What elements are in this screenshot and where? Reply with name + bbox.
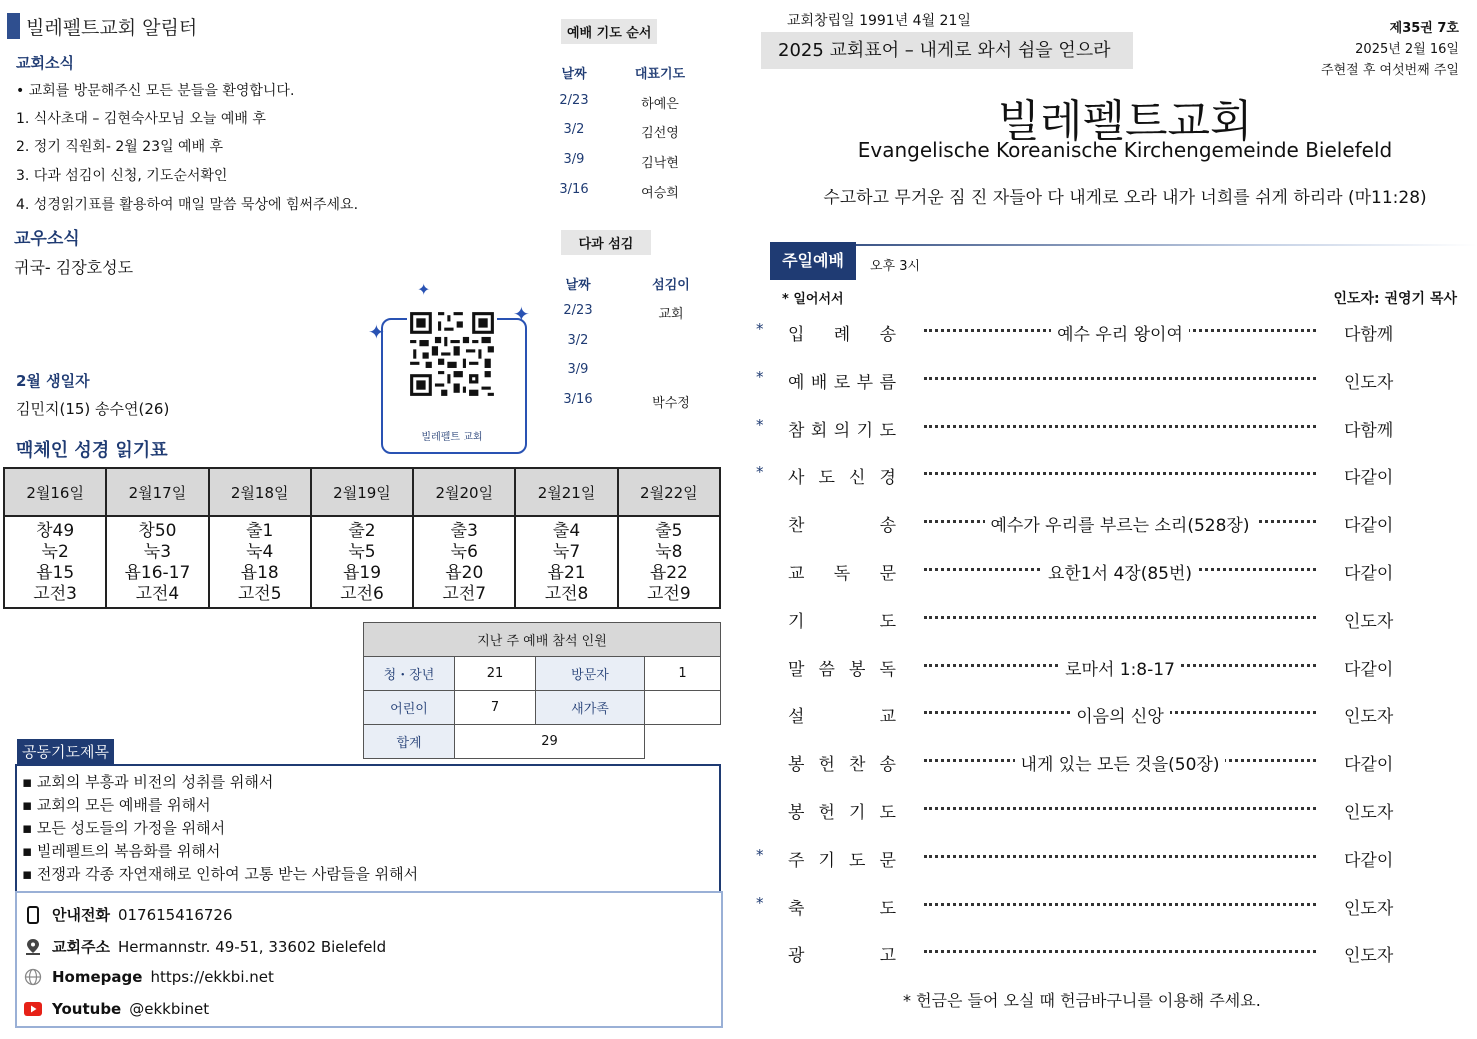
- order-item-participant: 인도자: [1344, 611, 1394, 632]
- attendance-table: [363, 622, 721, 759]
- qr-label: 빌레펠트 교회: [421, 432, 483, 443]
- theme-verse: 수고하고 무거운 짐 진 자들아 다 내게로 오라 내가 너희를 쉬게 하리라 (마11:28): [823, 188, 1427, 208]
- standing-marker: *: [756, 367, 764, 386]
- homepage-link[interactable]: https://ekkbi.net: [150, 968, 274, 986]
- standing-marker: *: [756, 893, 764, 912]
- sparkle-icon: ✦: [417, 280, 431, 299]
- order-row: [752, 320, 1452, 344]
- birthday-heading: 2월 생일자: [16, 372, 90, 390]
- children-count: 7: [455, 691, 536, 725]
- members-news-text: 귀국- 김장호성도: [14, 258, 134, 277]
- news-item: 1. 식사초대 – 김현숙사모님 오늘 예배 후: [16, 111, 266, 127]
- service-time: 오후 3시: [870, 259, 921, 274]
- leader-dots: [924, 855, 1316, 858]
- qr-code[interactable]: [407, 309, 497, 399]
- order-item-name: 기 도: [788, 611, 896, 632]
- reading-plan-heading: 맥체인 성경 읽기표: [16, 440, 168, 461]
- order-item-participant: 인도자: [1344, 946, 1394, 967]
- reading-header-row: [4, 468, 720, 516]
- reading-day-header: 2월20일: [413, 468, 515, 516]
- snack-roster-date: 2/23: [563, 303, 593, 318]
- order-row: [752, 702, 1452, 726]
- order-row: [752, 655, 1452, 679]
- snack-roster-name-header: 섬김이: [652, 278, 690, 293]
- reading-cell: 출2 눅5 욥19 고전6: [311, 516, 413, 608]
- order-item-detail: 예수 우리 왕이여: [924, 320, 1316, 345]
- prayer-item: ▪ 교회의 부흥과 비전의 성취를 위해서: [22, 773, 274, 791]
- order-item-participant: 인도자: [1344, 707, 1394, 728]
- prayer-roster-date: 3/9: [563, 152, 585, 167]
- order-row: [752, 368, 1452, 392]
- youtube-icon: [24, 1000, 42, 1018]
- order-item-detail: 예수가 우리를 부르는 소리(528장): [924, 511, 1316, 536]
- service-tag: 주일예배: [770, 242, 856, 280]
- location-pin-icon: [24, 938, 42, 956]
- order-item-participant: 다같이: [1344, 850, 1394, 871]
- snack-roster-date-header: 날짜: [565, 278, 591, 293]
- order-item-participant: 다같이: [1344, 468, 1394, 489]
- news-item: 3. 다과 섬김이 신청, 기도순서확인: [16, 168, 228, 184]
- reading-day-header: 2월19일: [311, 468, 413, 516]
- visitor-label: 방문자: [536, 657, 645, 691]
- reading-plan-table: [3, 467, 721, 609]
- youtube-handle[interactable]: @ekkbinet: [129, 1000, 210, 1018]
- news-item: • 교회를 방문해주신 모든 분들을 환영합니다.: [16, 83, 295, 99]
- phone-number[interactable]: 017615416726: [117, 905, 233, 924]
- phone-icon: [24, 906, 42, 924]
- reading-cell: 출5 눅8 욥22 고전9: [618, 516, 720, 608]
- order-item-name: 봉 헌 찬 송: [788, 755, 896, 776]
- common-prayer-tag: 공동기도제목: [17, 739, 114, 764]
- order-item-name: 교 독 문: [788, 564, 896, 584]
- reading-day-header: 2월18일: [209, 468, 311, 516]
- offering-note: * 헌금은 들어 오실 때 헌금바구니를 이용해 주세요.: [903, 991, 1261, 1010]
- reading-cell: 출1 눅4 욥18 고전5: [209, 516, 311, 608]
- service-divider: [770, 244, 1477, 246]
- prayer-roster-name: 하예은: [641, 97, 679, 112]
- order-row: [752, 750, 1452, 774]
- liturgical-sunday: 주현절 후 여섯번째 주일: [1321, 63, 1459, 78]
- order-row: [752, 607, 1452, 631]
- snack-roster-date: 3/2: [567, 333, 589, 348]
- reading-day-header: 2월17일: [106, 468, 208, 516]
- address-text: Hermannstr. 49-51, 33602 Bielefeld: [117, 937, 387, 956]
- order-item-name: 봉 헌 기 도: [788, 803, 896, 823]
- leader-dots: [924, 903, 1316, 906]
- reading-day-header: 2월21일: [515, 468, 617, 516]
- title-accent-bar: [7, 13, 20, 39]
- members-news-heading: 교우소식: [14, 229, 80, 249]
- prayer-roster-date: 3/2: [563, 122, 585, 137]
- contact-address-row: [24, 936, 386, 957]
- prayer-roster-date-header: 날짜: [561, 67, 587, 82]
- birthday-text: 김민지(15) 송수연(26): [16, 400, 170, 418]
- children-label: 어린이: [364, 691, 455, 725]
- order-item-name: 설 교: [788, 707, 896, 728]
- snack-roster-name: 박수정: [652, 396, 690, 411]
- prayer-roster-tag: 예배 기도 순서: [561, 19, 657, 44]
- order-item-participant: 다함께: [1344, 325, 1394, 345]
- newfamily-label: 새가족: [536, 691, 645, 725]
- order-item-name: 광 고: [788, 946, 896, 967]
- order-row: [752, 798, 1452, 822]
- sparkle-icon: ✦: [513, 302, 530, 326]
- leader-dots: [924, 616, 1316, 619]
- prayer-item: ▪ 전쟁과 각종 자연재해로 인하여 고통 받는 사람들을 위해서: [22, 865, 419, 883]
- church-motto: 2025 교회표어 – 내게로 와서 쉼을 얻으라: [761, 32, 1133, 69]
- reading-cell: 출3 눅6 욥20 고전7: [413, 516, 515, 608]
- contact-homepage-row: [24, 968, 274, 986]
- reading-day-header: 2월16일: [4, 468, 106, 516]
- total-label: 합계: [364, 725, 455, 759]
- standing-note: * 일어서서: [782, 292, 844, 307]
- order-item-participant: 다함께: [1344, 420, 1394, 441]
- service-leader: 인도자: 권영기 목사: [1333, 291, 1457, 307]
- leader-dots: [924, 472, 1316, 475]
- order-item-name: 참 회 의 기 도: [788, 420, 896, 441]
- phone-label: 안내전화: [52, 906, 110, 924]
- order-item-detail: 요한1서 4장(85번): [924, 559, 1316, 584]
- leader-dots: [924, 425, 1316, 428]
- attendance-title: 지난 주 예배 참석 인원: [364, 623, 721, 657]
- snack-roster-tag: 다과 섬김: [561, 230, 651, 255]
- reading-cell: 창50 눅3 욥16-17 고전4: [106, 516, 208, 608]
- youtube-label: Youtube: [52, 1000, 122, 1018]
- church-name-german: Evangelische Koreanische Kirchengemeinde Bielefeld: [857, 138, 1393, 162]
- globe-icon: [24, 968, 42, 986]
- order-row: [752, 894, 1452, 918]
- reading-day-header: 2월22일: [618, 468, 720, 516]
- church-news-heading: 교회소식: [16, 54, 74, 72]
- youth-count: 21: [455, 657, 536, 691]
- leader-dots: [924, 377, 1316, 380]
- news-item: 4. 성경읽기표를 활용하여 매일 말씀 묵상에 힘써주세요.: [16, 197, 359, 213]
- prayer-roster-date: 2/23: [559, 93, 589, 108]
- order-item-participant: 인도자: [1344, 803, 1394, 823]
- order-row: [752, 941, 1452, 965]
- order-item-participant: 인도자: [1344, 898, 1394, 919]
- prayer-item: ▪ 교회의 모든 예배를 위해서: [22, 796, 211, 814]
- news-item: 2. 정기 직원회- 2월 23일 예배 후: [16, 139, 224, 155]
- bulletin-board-title: 빌레펠트교회 알림터: [26, 17, 198, 39]
- order-item-name: 축 도: [788, 898, 896, 919]
- church-name: 빌레펠트교회: [997, 96, 1253, 147]
- order-item-participant: 다같이: [1344, 659, 1394, 680]
- prayer-roster-name-header: 대표기도: [634, 67, 686, 82]
- order-item-name: 말 씀 봉 독: [788, 659, 896, 680]
- leader-dots: [924, 807, 1316, 810]
- order-item-participant: 인도자: [1344, 372, 1394, 393]
- prayer-item: ▪ 모든 성도들의 가정을 위해서: [22, 819, 226, 837]
- reading-cell: 창49 눅2 욥15 고전3: [4, 516, 106, 608]
- snack-roster-date: 3/9: [567, 362, 589, 377]
- homepage-label: Homepage: [52, 968, 143, 986]
- prayer-roster-name: 여승희: [641, 186, 679, 201]
- contact-phone-row: [24, 904, 233, 925]
- prayer-item: ▪ 빌레펠트의 복음화를 위해서: [22, 842, 221, 860]
- address-label: 교회주소: [52, 938, 110, 956]
- order-row: [752, 416, 1452, 440]
- order-row: [752, 559, 1452, 583]
- order-item-name: 예 배 로 부 름: [788, 372, 896, 393]
- order-row: [752, 846, 1452, 870]
- order-item-name: 주 기 도 문: [788, 850, 896, 871]
- order-item-participant: 다같이: [1344, 516, 1394, 537]
- order-item-name: 찬 송: [788, 516, 896, 537]
- bulletin-date: 2025년 2월 16일: [1355, 42, 1459, 57]
- order-item-name: 사 도 신 경: [788, 468, 896, 489]
- prayer-roster-name: 김낙현: [641, 156, 679, 171]
- total-count: 29: [455, 725, 645, 759]
- order-item-detail: 내게 있는 모든 것을(50장): [924, 750, 1316, 775]
- order-item-detail: 로마서 1:8-17: [924, 655, 1316, 680]
- prayer-roster-name: 김선영: [641, 126, 679, 141]
- leader-dots: [924, 950, 1316, 953]
- snack-roster-name: 교회: [658, 307, 684, 322]
- order-row: [752, 463, 1452, 487]
- snack-roster-date: 3/16: [563, 392, 593, 407]
- reading-cell: 출4 눅7 욥21 고전8: [515, 516, 617, 608]
- standing-marker: *: [756, 463, 764, 482]
- youth-label: 청・장년: [364, 657, 455, 691]
- newfamily-count: [645, 691, 721, 725]
- order-item-participant: 다같이: [1344, 755, 1394, 776]
- order-item-name: 입 례 송: [788, 325, 896, 345]
- standing-marker: *: [756, 845, 764, 864]
- visitor-count: 1: [645, 657, 721, 691]
- order-row: [752, 511, 1452, 535]
- reading-body-row: [4, 516, 720, 608]
- order-item-detail: 이음의 신앙: [924, 702, 1316, 727]
- contact-youtube-row: [24, 1000, 209, 1018]
- standing-marker: *: [756, 415, 764, 434]
- standing-marker: *: [756, 320, 764, 338]
- prayer-roster-date: 3/16: [559, 182, 589, 197]
- founding-date: 교회창립일 1991년 4월 21일: [787, 13, 971, 29]
- sparkle-icon: ✦: [368, 320, 385, 344]
- order-item-participant: 다같이: [1344, 564, 1394, 584]
- volume-number: 제35권 7호: [1389, 21, 1459, 36]
